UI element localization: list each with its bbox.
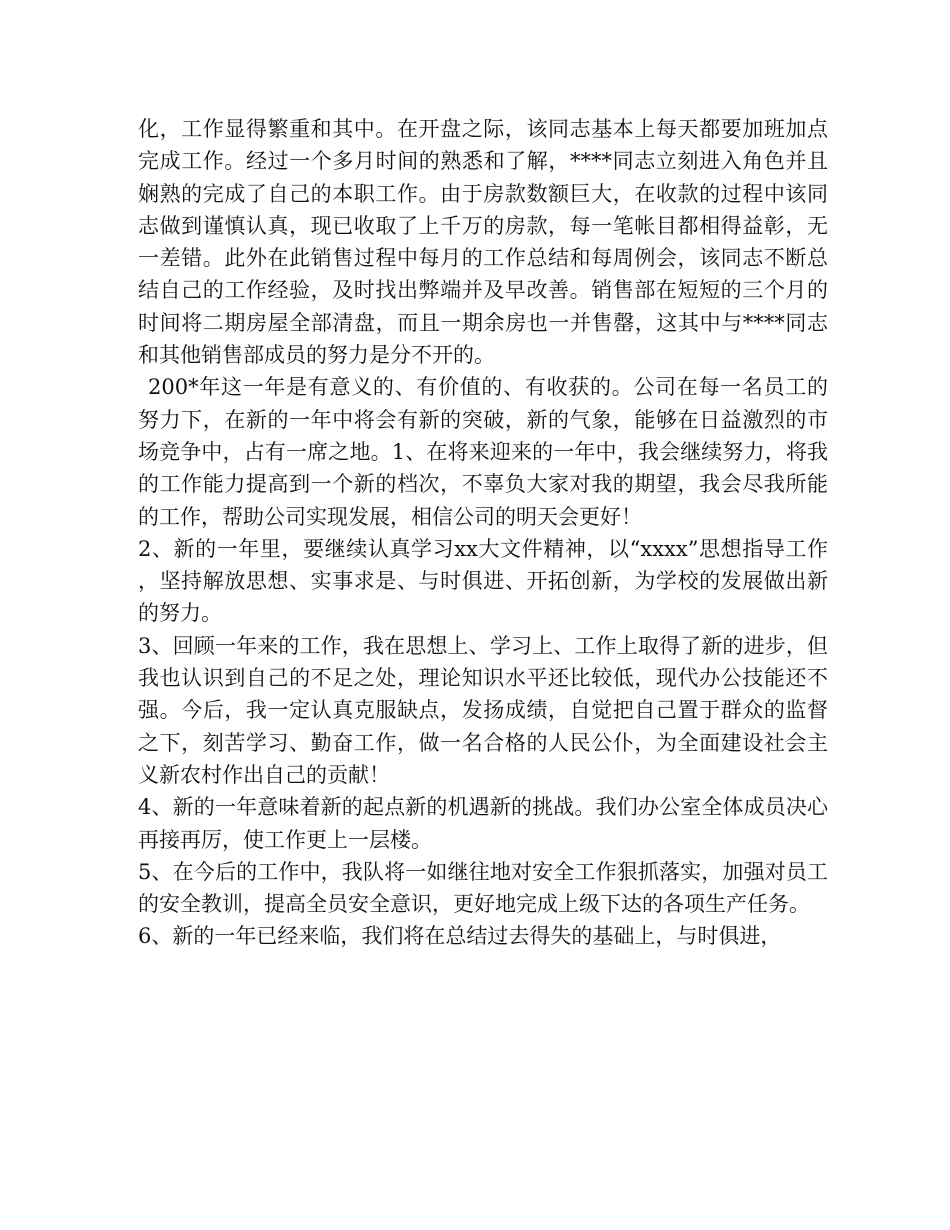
paragraph-year-review: 200*年这一年是有意义的、有价值的、有收获的。公司在每一名员工的努力下，在新的一年中将会有新的突破，新的气象，能够在日益激烈的市场竞争中，占有一席之地。1、在将来迎来的一年中，我会继续努力，将我的工作能力提高到一个新的档次，不辜负大家对我的期望，我会尽我所能的工作，帮助公司实现发展，相信公司的明天会更好！ bbox=[138, 375, 828, 529]
paragraph-sales-summary: 化，工作显得繁重和其中。在开盘之际，该同志基本上每天都要加班加点完成工作。经过一个多月时间的熟悉和了解，****同志立刻进入角色并且娴熟的完成了自己的本职工作。由于房款数额巨大，在收款的过程中该同志做到谨慎认真，现已收取了上千万的房款，每一笔帐目都相得益彰，无一差错。此外在此销售过程中每月的工作总结和每周例会，该同志不断总结自己的工作经验，及时找出弊端并及早改善。销售部在短短的三个月的时间将二期房屋全部清盘，而且一期余房也一并售罄，这其中与****同志和其他销售部成员的努力是分不开的。 bbox=[138, 117, 828, 368]
paragraph-item-3: 3、回顾一年来的工作，我在思想上、学习上、工作上取得了新的进步，但我也认识到自己的不足之处，理论知识水平还比较低，现代办公技能还不强。今后，我一定认真克服缺点，发扬成绩，自觉把自己置于群众的监督之下，刻苦学习、勤奋工作，做一名合格的人民公仆，为全面建设社会主义新农村作出自己的贡献！ bbox=[138, 633, 828, 787]
paragraph-item-6: 6、新的一年已经来临，我们将在总结过去得失的基础上，与时俱进， bbox=[138, 924, 782, 949]
paragraph-item-2: 2、新的一年里，要继续认真学习xx大文件精神，以“xxxx”思想指导工作，坚持解放思想、实事求是、与时俱进、开拓创新，为学校的发展做出新的努力。 bbox=[138, 536, 828, 626]
paragraph-item-4: 4、新的一年意味着新的起点新的机遇新的挑战。我们办公室全体成员决心再接再厉，使工作更上一层楼。 bbox=[138, 795, 828, 852]
document-body bbox=[138, 113, 828, 953]
paragraph-item-5: 5、在今后的工作中，我队将一如继往地对安全工作狠抓落实，加强对员工的安全教训，提高全员安全意识，更好地完成上级下达的各项生产任务。 bbox=[138, 859, 828, 917]
